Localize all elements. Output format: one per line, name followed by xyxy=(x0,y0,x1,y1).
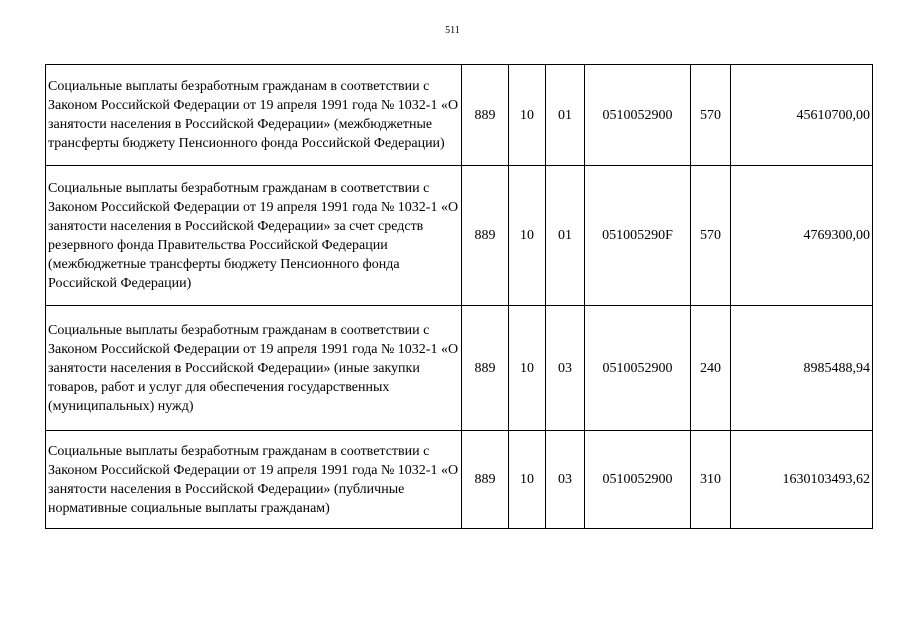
expense-description: Социальные выплаты безработным гражданам в соответствии с Законом Российской Федерации от 19 апреля 1991 года № 1032-1 «О занятости населения в Российской Федерации» (иные закупки товаров, работ и услуг для обеспечения государственных (муниципальных) нужд) xyxy=(46,306,462,431)
subsection-code: 03 xyxy=(546,306,585,431)
target-article-code: 0510052900 xyxy=(585,306,691,431)
amount: 45610700,00 xyxy=(731,65,873,166)
subsection-code: 03 xyxy=(546,431,585,529)
subsection-code: 01 xyxy=(546,65,585,166)
expense-type-code: 570 xyxy=(691,65,731,166)
ministry-code: 889 xyxy=(462,166,509,306)
ministry-code: 889 xyxy=(462,65,509,166)
target-article-code: 0510052900 xyxy=(585,65,691,166)
expense-type-code: 240 xyxy=(691,306,731,431)
table-row xyxy=(46,431,873,529)
amount: 4769300,00 xyxy=(731,166,873,306)
expense-type-code: 570 xyxy=(691,166,731,306)
section-code: 10 xyxy=(509,306,546,431)
amount: 1630103493,62 xyxy=(731,431,873,529)
table-row xyxy=(46,166,873,306)
budget-table xyxy=(45,64,873,529)
amount: 8985488,94 xyxy=(731,306,873,431)
page-number: 511 xyxy=(445,25,460,36)
expense-description: Социальные выплаты безработным гражданам в соответствии с Законом Российской Федерации от 19 апреля 1991 года № 1032-1 «О занятости населения в Российской Федерации» (межбюджетные трансферты бюджету Пенсионного фонда Российской Федерации) xyxy=(46,65,462,166)
table-row xyxy=(46,65,873,166)
section-code: 10 xyxy=(509,166,546,306)
target-article-code: 051005290F xyxy=(585,166,691,306)
expense-description: Социальные выплаты безработным гражданам в соответствии с Законом Российской Федерации от 19 апреля 1991 года № 1032-1 «О занятости населения в Российской Федерации» за счет средств резервного фонда Правительства Российской Федерации (межбюджетные трансферты бюджету Пенсионного фонда Российской Федерации) xyxy=(46,166,462,306)
table-row xyxy=(46,306,873,431)
target-article-code: 0510052900 xyxy=(585,431,691,529)
subsection-code: 01 xyxy=(546,166,585,306)
ministry-code: 889 xyxy=(462,306,509,431)
section-code: 10 xyxy=(509,65,546,166)
expense-description: Социальные выплаты безработным гражданам в соответствии с Законом Российской Федерации от 19 апреля 1991 года № 1032-1 «О занятости населения в Российской Федерации» (публичные нормативные социальные выплаты гражданам) xyxy=(46,431,462,529)
section-code: 10 xyxy=(509,431,546,529)
expense-type-code: 310 xyxy=(691,431,731,529)
ministry-code: 889 xyxy=(462,431,509,529)
